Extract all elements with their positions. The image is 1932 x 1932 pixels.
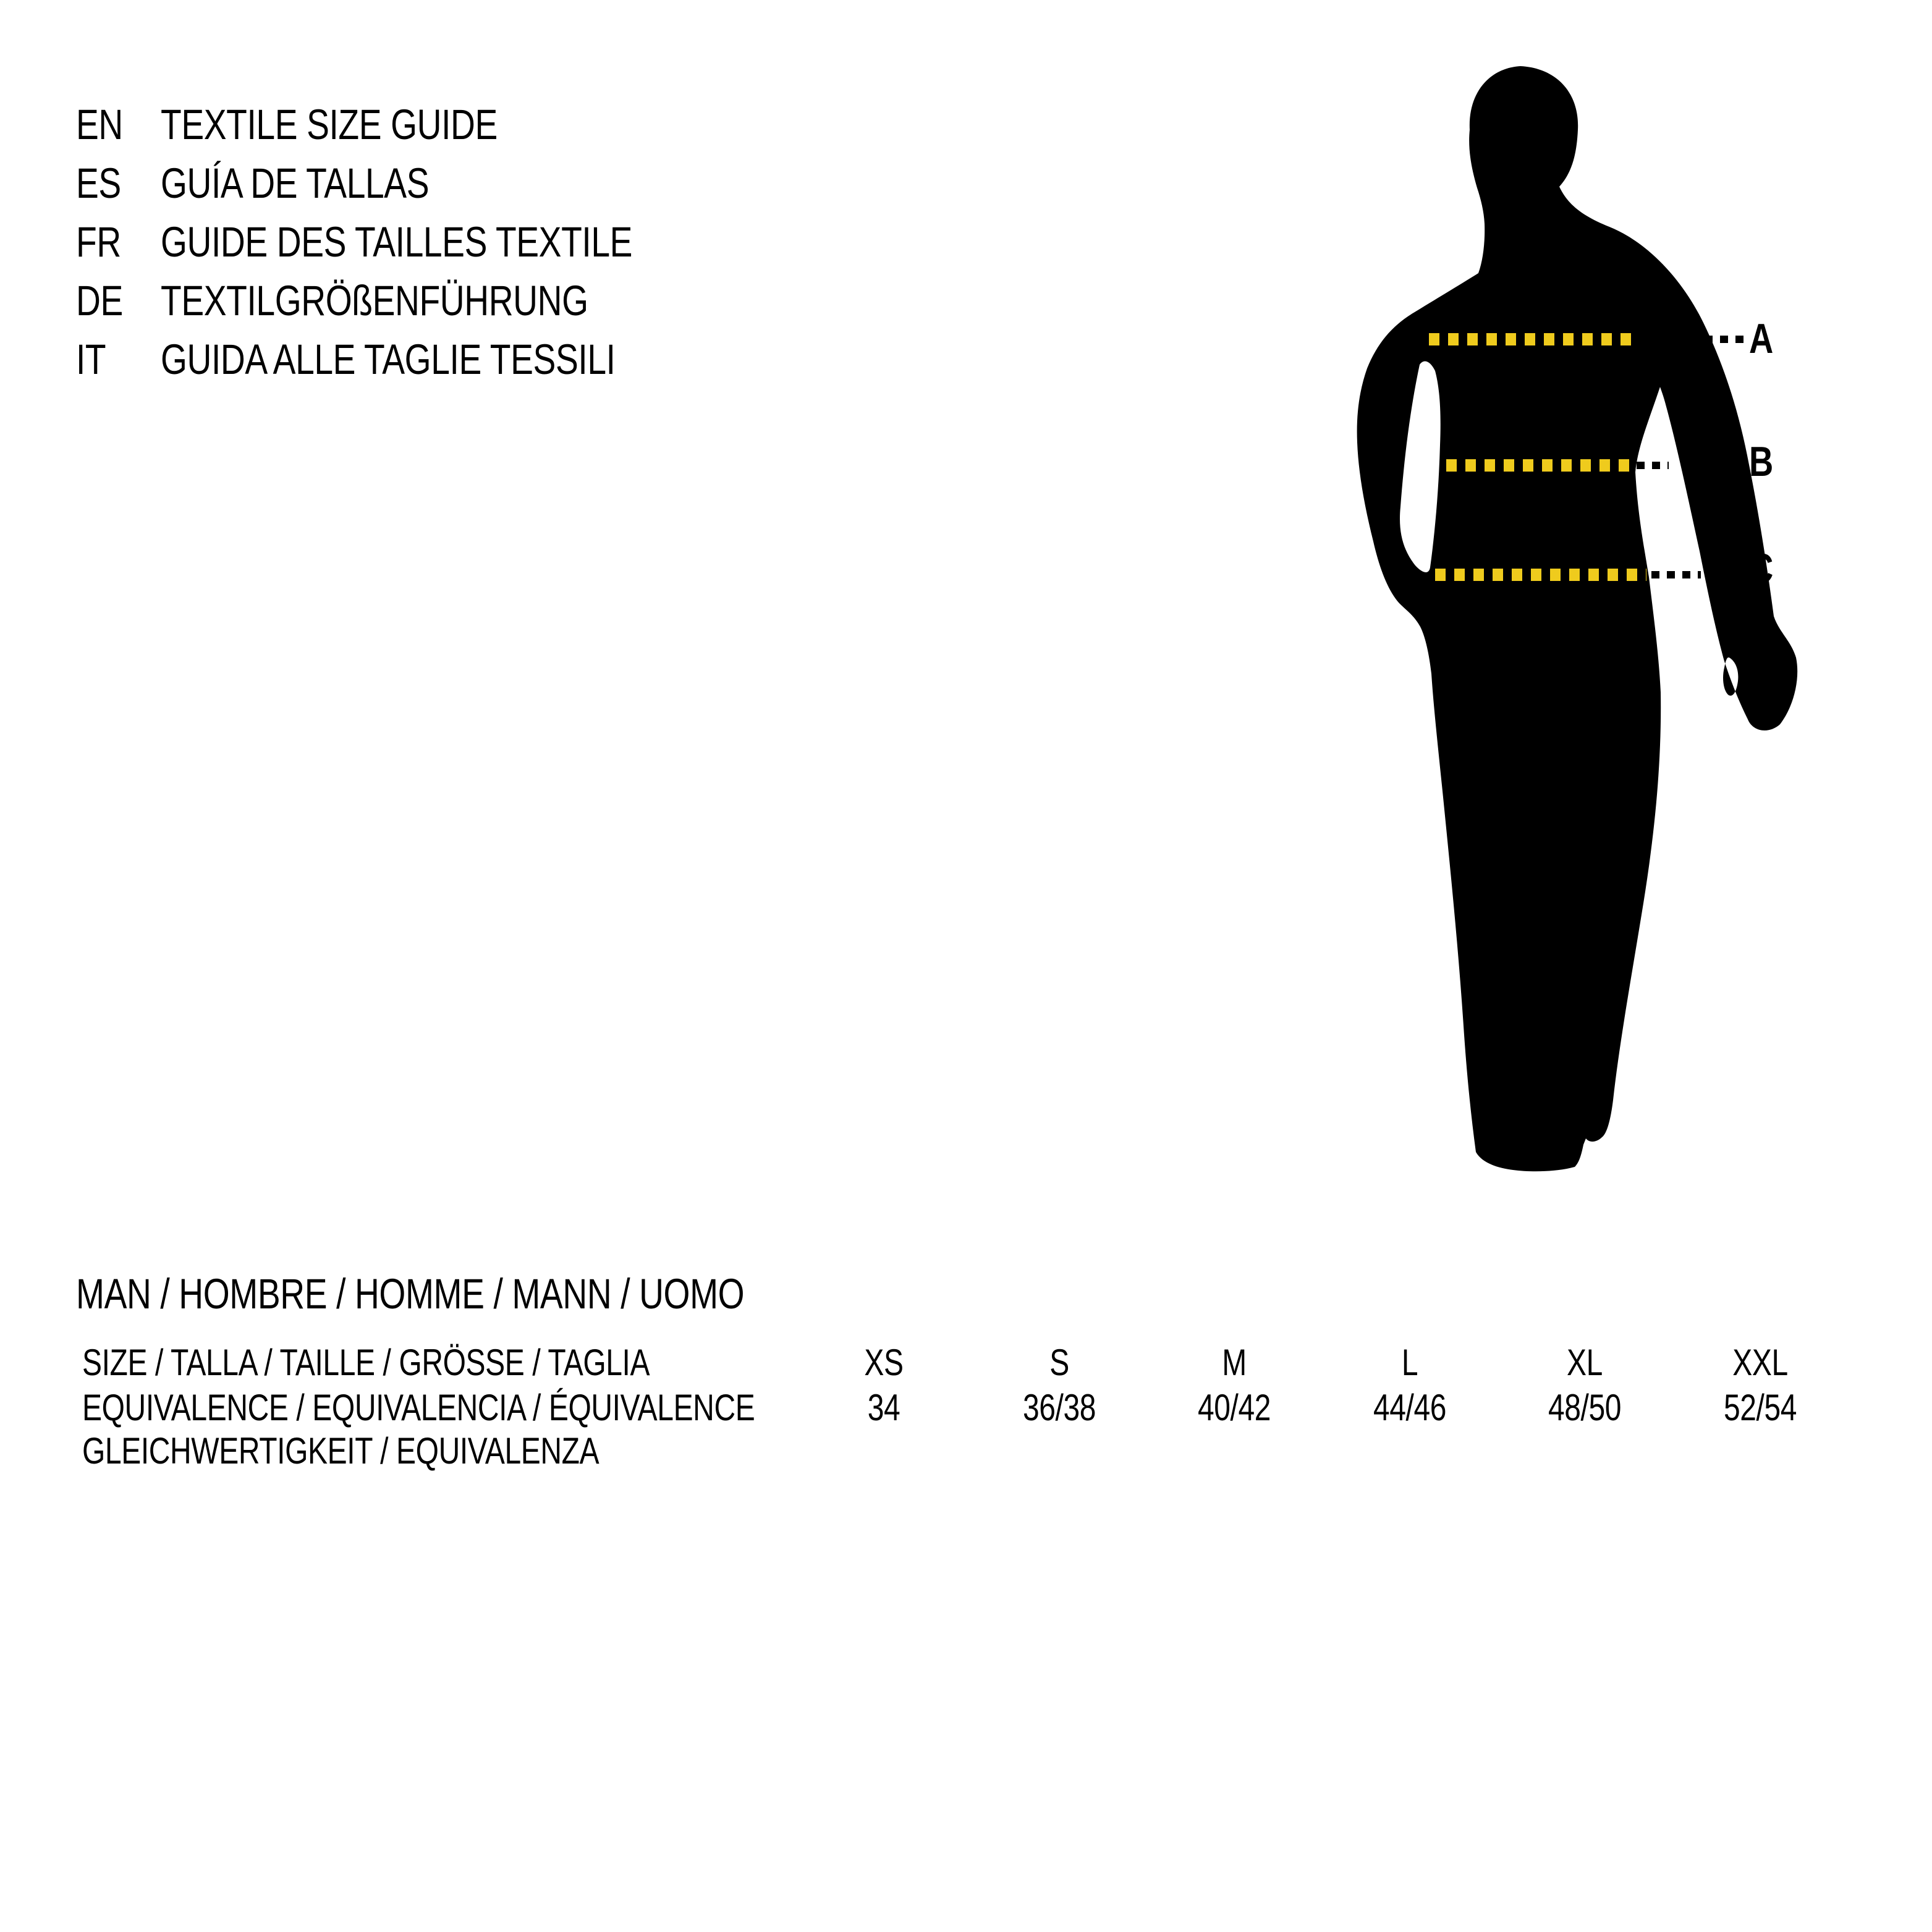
size-col-header-xl: XL — [1567, 1342, 1603, 1383]
size-col-header-xxl: XXL — [1732, 1342, 1788, 1383]
lang-code-de: DE — [76, 276, 123, 324]
size-col-header-m: M — [1222, 1342, 1247, 1383]
lang-code-fr: FR — [76, 218, 121, 266]
table-header-label: SIZE / TALLA / TAILLE / GRÖSSE / TAGLIA — [82, 1342, 650, 1383]
lang-label-es: GUÍA DE TALLAS — [161, 159, 430, 207]
section-title: MAN / HOMBRE / HOMME / MANN / UOMO — [76, 1269, 745, 1318]
equivalence-value-l: 44/46 — [1373, 1387, 1447, 1428]
equivalence-value-s: 36/38 — [1022, 1387, 1096, 1428]
measure-label-c: C — [1749, 545, 1773, 592]
lang-label-fr: GUIDE DES TAILLES TEXTILE — [161, 218, 633, 266]
lang-code-it: IT — [76, 335, 106, 383]
lang-label-de: TEXTILGRÖßENFÜHRUNG — [161, 276, 588, 324]
equivalence-value-xxl: 52/54 — [1723, 1387, 1797, 1428]
equivalence-row-label-line1: EQUIVALENCE / EQUIVALENCIA / ÉQUIVALENCE — [82, 1387, 755, 1428]
measure-label-b: B — [1749, 438, 1773, 485]
lang-code-es: ES — [76, 159, 121, 207]
equivalence-value-xs: 34 — [867, 1387, 900, 1428]
lang-label-it: GUIDA ALLE TAGLIE TESSILI — [161, 335, 616, 383]
size-col-header-xs: XS — [864, 1342, 904, 1383]
size-col-header-s: S — [1049, 1342, 1069, 1383]
equivalence-value-m: 40/42 — [1197, 1387, 1271, 1428]
size-col-header-l: L — [1401, 1342, 1418, 1383]
man-silhouette — [1357, 66, 1798, 1171]
measure-label-a: A — [1749, 315, 1773, 362]
lang-code-en: EN — [76, 100, 123, 148]
lang-label-en: TEXTILE SIZE GUIDE — [161, 100, 498, 148]
equivalence-value-xl: 48/50 — [1548, 1387, 1622, 1428]
equivalence-row-label-line2: GLEICHWERTIGKEIT / EQUIVALENZA — [82, 1430, 600, 1472]
man-silhouette-figure — [1298, 56, 1842, 1187]
